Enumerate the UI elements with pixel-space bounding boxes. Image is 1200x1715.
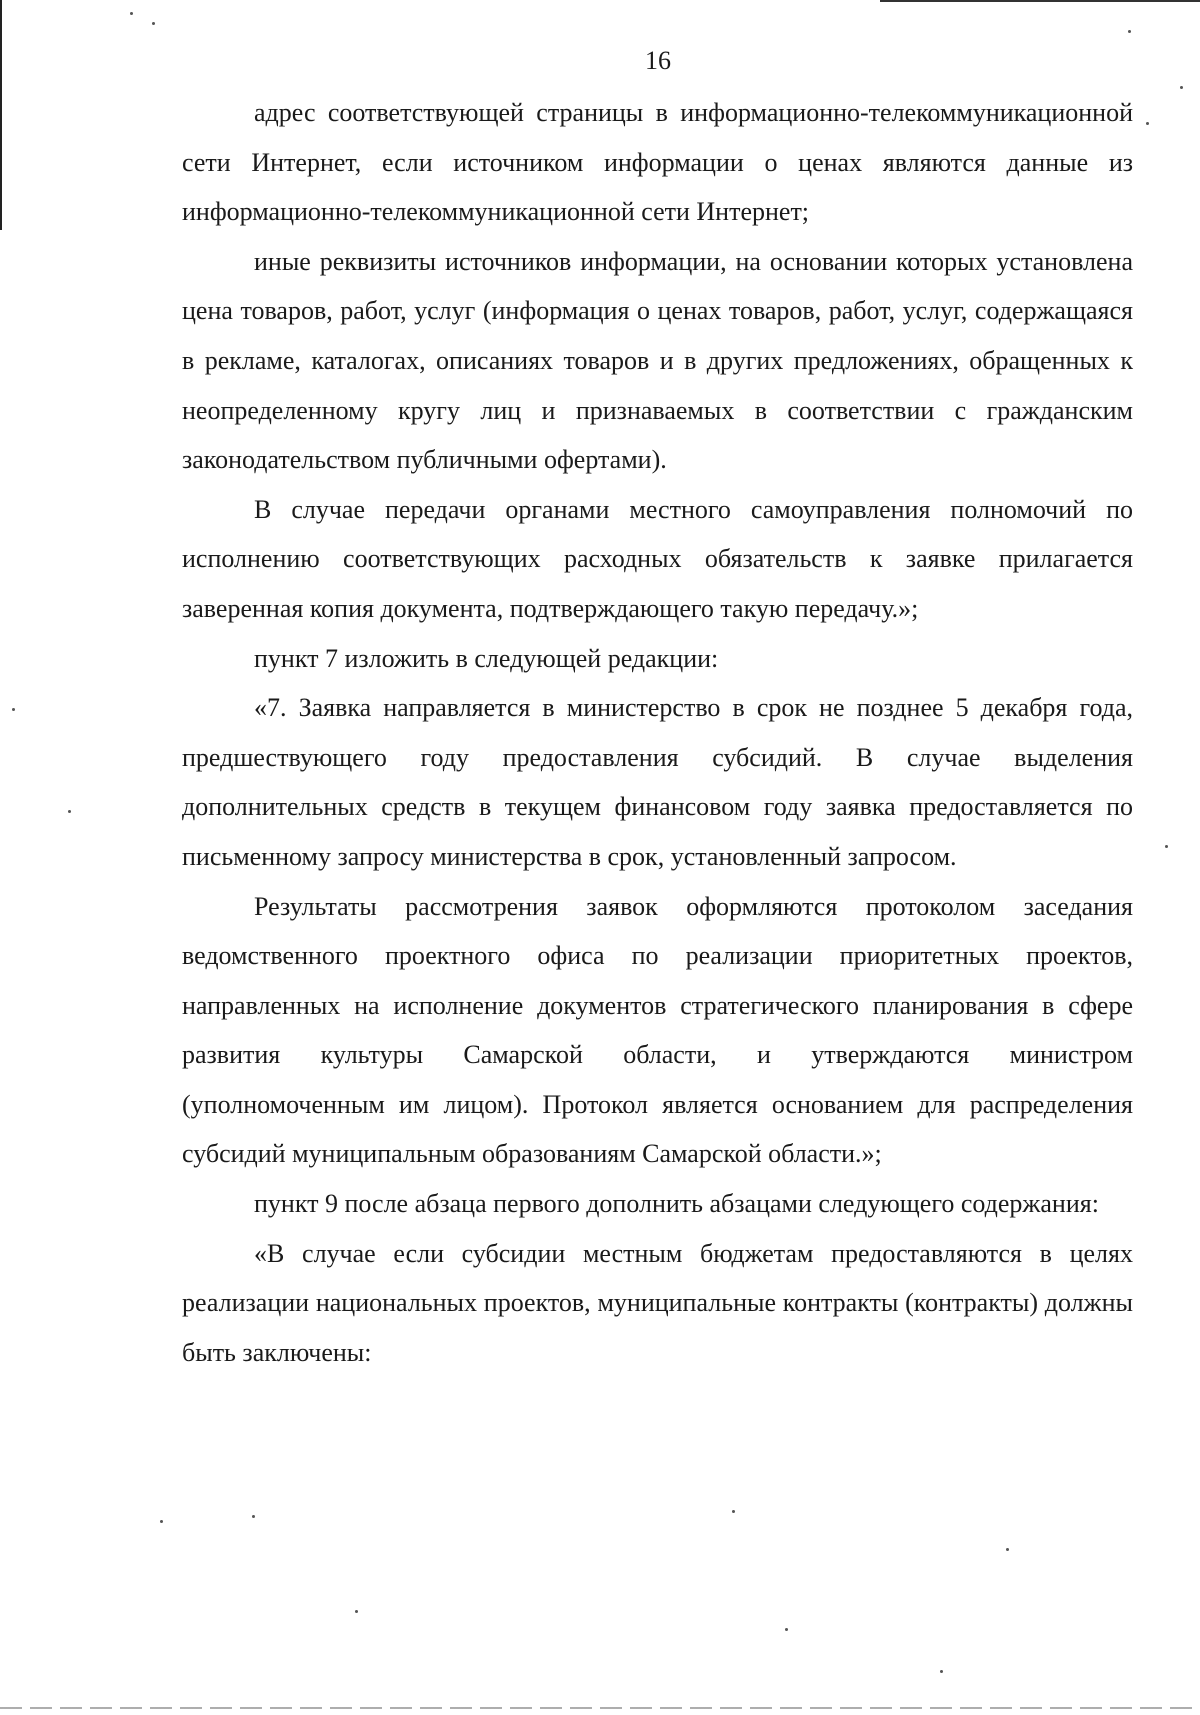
scan-speck [732,1510,735,1513]
scan-edge-left [0,0,2,230]
scan-speck [152,22,155,25]
scan-edge-bottom [0,1707,1200,1709]
scan-speck [1146,122,1149,125]
document-body [182,88,1133,1377]
scan-speck [252,1515,255,1518]
scan-speck [1006,1548,1009,1551]
paragraph: адрес соответствующей страницы в информационно-телекоммуникационной сети Интернет, если источником информации о ценах являются данные из информационно-телекоммуникационной сети Интернет; [182,98,1133,227]
paragraph: пункт 7 изложить в следующей редакции: [254,643,719,673]
scan-speck [68,810,71,813]
paragraph: иные реквизиты источников информации, на основании которых установлена цена товаров, работ, услуг (информация о ценах товаров, работ, услуг, содержащаяся в рекламе, каталогах, описаниях товаров и в других предложениях, обращенных к неопределенному кругу лиц и признаваемых в соответствии с гражданским законодательством публичными офертами). [182,246,1133,475]
paragraph: «7. Заявка направляется в министерство в срок не позднее 5 декабря года, предшествующего году предоставления субсидий. В случае выделения дополнительных средств в текущем финансовом году заявка предоставляется по письменному запросу министерства в срок, установленный запросом. [182,693,1133,871]
paragraph: пункт 9 после абзаца первого дополнить абзацами следующего содержания: [254,1189,1099,1219]
scan-speck [1180,86,1183,89]
scan-speck [1165,845,1168,848]
scan-edge-top [880,0,1200,2]
page-number: 16 [645,46,671,75]
paragraph: Результаты рассмотрения заявок оформляются протоколом заседания ведомственного проектного офиса по реализации приоритетных проектов, направленных на исполнение документов стратегического планирования в сфере развития культуры Самарской области, и утверждаются министром (уполномоченным им лицом). Протокол является основанием для распределения субсидий муниципальным образованиям Самарской области.»; [182,891,1133,1169]
paragraph: «В случае если субсидии местным бюджетам предоставляются в целях реализации национальных проектов, муниципальные контракты (контракты) должны быть заключены: [182,1238,1133,1367]
paragraph: В случае передачи органами местного самоуправления полномочий по исполнению соответствующих расходных обязательств к заявке прилагается заверенная копия документа, подтверждающего такую передачу.»; [182,494,1133,623]
scan-speck [160,1520,163,1523]
scan-speck [355,1610,358,1613]
scan-speck [12,708,15,711]
scan-speck [940,1670,943,1673]
scan-speck [130,12,133,15]
scan-speck [1128,30,1131,33]
scan-speck [785,1628,788,1631]
